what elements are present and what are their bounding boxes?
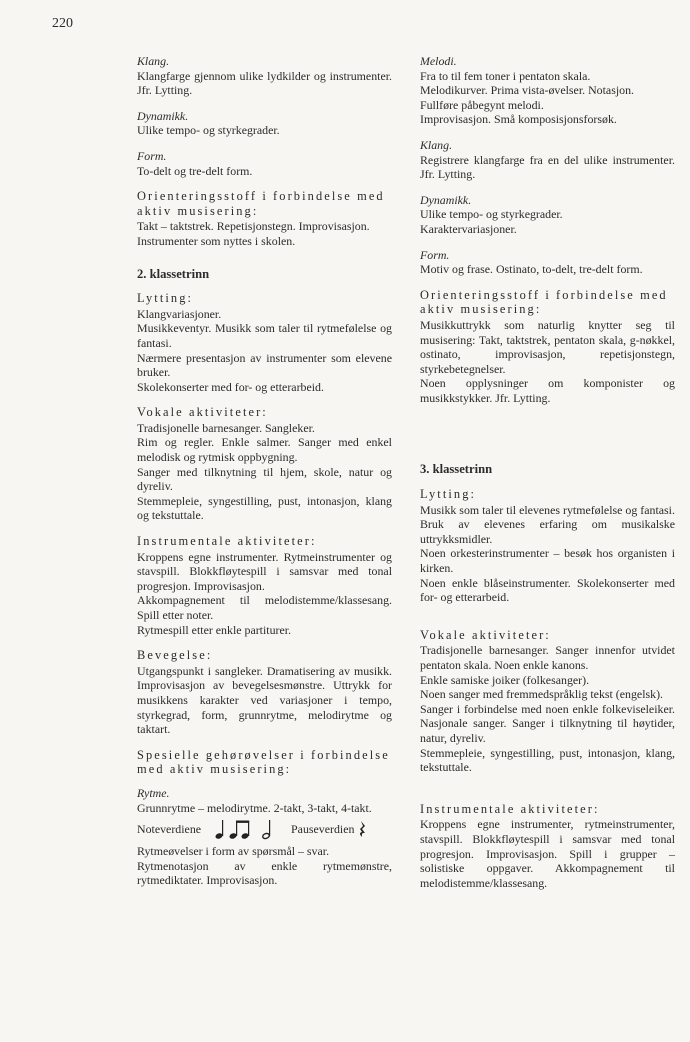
quarter-rest-icon xyxy=(358,819,367,839)
half-note-icon xyxy=(261,818,273,840)
klang-heading: Klang. xyxy=(420,137,453,152)
left-column xyxy=(137,54,392,899)
klang-text: Klangfarge gjennom ulike lydkilder og instrumenter. Jfr. Lytting. xyxy=(137,68,392,98)
list-item: Noen sanger med fremmedspråklig tekst (engelsk). xyxy=(420,687,664,702)
list-item: Musikkuttrykk som naturlig knytter seg til musisering: Takt, taktstrek, pentaton skala, g-nøkkel, ostinato, improvisasjon, repetisjonstegn, styrkebetegnelser. xyxy=(420,317,675,376)
quarter-note-icon xyxy=(215,818,225,840)
bevegelse-heading: Bevegelse: xyxy=(137,648,213,663)
right-column xyxy=(420,54,675,901)
list-item: Ulike tempo- og styrkegrader. xyxy=(420,207,563,222)
form-heading: Form. xyxy=(420,247,450,262)
list-item: Rytmenotasjon av enkle rytmemønstre, rytmediktater. Improvisasjon. xyxy=(137,858,392,888)
lytting-heading: Lytting: xyxy=(137,291,194,306)
note-values-row xyxy=(137,818,392,840)
list-item: Rytmeøvelser i form av spørsmål – svar. xyxy=(137,844,330,859)
list-item: Noen orkesterinstrumenter – besøk hos organisten i kirken. xyxy=(420,546,675,576)
list-item: Kroppens egne instrumenter. Rytmeinstrumenter og stavspill. Blokkfløytespill i samsvar med tonal progresjon. Improvisasjon. xyxy=(137,549,392,593)
list-item: Improvisasjon. Små komposisjonsforsøk. xyxy=(420,112,617,127)
list-item: Skolekonserter med for- og etterarbeid. xyxy=(137,379,324,394)
klang-text: Registrere klangfarge fra en del ulike instrumenter. Jfr. Lytting. xyxy=(420,152,675,182)
form-text: Motiv og frase. Ostinato, to-delt, tre-delt form. xyxy=(420,262,643,277)
rytme-text: Grunnrytme – melodirytme. 2-takt, 3-takt, 4-takt. xyxy=(137,800,372,815)
list-item: Tradisjonelle barnesanger. Sanger innenfor utvidet pentaton skala. Noen enkle kanons. xyxy=(420,643,675,672)
dynamikk-heading: Dynamikk. xyxy=(420,192,472,207)
vokale-heading: Vokale aktiviteter: xyxy=(137,405,268,420)
noteverdiene-label: Noteverdiene xyxy=(137,821,202,836)
list-item: Akkompagnement til melodistemme/klassesang. Spill etter noter. xyxy=(137,593,392,622)
instrumentale-heading: Instrumentale aktiviteter: xyxy=(137,534,317,549)
list-item: Stemmepleie, syngestilling, pust, intonasjon, klang og tekstuttale. xyxy=(137,493,392,523)
list-item: Sanger i forbindelse med noen enkle folkeviseleiker. Nasjonale sanger. Sanger i tilknytning til høytider, natur, dyreliv. xyxy=(420,701,675,745)
bevegelse-text: Utgangspunkt i sangleker. Dramatisering av musikk. Improvisasjon av bevegelsesmønstre. Uttrykk for musikkens karakter ved variasjoner i tempo, styrkegrad, form, grunnrytme, melodirytme og taktart. xyxy=(137,663,392,737)
list-item: Tradisjonelle barnesanger. Sangleker. xyxy=(137,420,315,435)
form-text: To-delt og tre-delt form. xyxy=(137,163,253,178)
list-item: Fra to til fem toner i pentaton skala. xyxy=(420,68,591,83)
list-item: Nærmere presentasjon av instrumenter som elevene bruker. xyxy=(137,350,392,380)
list-item: Klangvariasjoner. xyxy=(137,306,222,321)
form-heading: Form. xyxy=(137,148,167,163)
eighth-notes-icon xyxy=(229,818,251,840)
dynamikk-text: Ulike tempo- og styrkegrader. xyxy=(137,123,280,138)
orientering-heading: Orienteringsstoff i forbindelse med aktiv musisering: xyxy=(137,189,385,218)
list-item: Rytmespill etter enkle partiturer. xyxy=(137,622,292,637)
vokale-heading: Vokale aktiviteter: xyxy=(420,627,551,642)
instrumentale-heading: Instrumentale aktiviteter: xyxy=(420,801,600,816)
list-item: Fullføre påbegynt melodi. xyxy=(420,97,544,112)
list-item: Melodikurver. Prima vista-øvelser. Notasjon. xyxy=(420,83,634,98)
grade-heading: 2. klassetrinn xyxy=(137,266,210,281)
list-item: Bruk av elevenes erfaring om musikalske uttrykksmidler. xyxy=(420,517,675,546)
lytting-heading: Lytting: xyxy=(420,487,477,502)
page-number: 220 xyxy=(52,16,73,31)
instrumentale-text: Kroppens egne instrumenter, rytmeinstrumenter, stavspill. Blokkfløytespill i samsvar med tonal progresjon. Improvisasjon. Spill i grupper – solistiske oppgaver. Akkompagnement til melodistemme/klassesang. xyxy=(420,817,675,890)
melodi-heading: Melodi. xyxy=(420,54,457,68)
list-item: Musikk som taler til elevenes rytmefølelse og fantasi. xyxy=(420,502,675,517)
orientering-heading: Orienteringsstoff i forbindelse med aktiv musisering: xyxy=(420,287,668,317)
klang-heading: Klang. xyxy=(137,54,170,68)
list-item: Musikkeventyr. Musikk som taler til rytmefølelse og fantasi. xyxy=(137,321,392,350)
list-item: Enkle samiske joiker (folkesanger). xyxy=(420,672,590,687)
grade-heading: 3. klassetrinn xyxy=(420,462,493,477)
dynamikk-heading: Dynamikk. xyxy=(137,108,189,123)
list-item: Noen opplysninger om komponister og musikkstykker. Jfr. Lytting. xyxy=(420,376,675,405)
orientering-text: Instrumenter som nyttes i skolen. xyxy=(137,233,296,248)
list-item: Stemmepleie, syngestilling, pust, intonasjon, klang, tekstuttale. xyxy=(420,745,675,775)
gehor-heading: Spesielle gehørøvelser i forbindelse med aktiv musisering: xyxy=(137,747,390,777)
list-item: Karaktervariasjoner. xyxy=(420,221,517,236)
rytme-heading: Rytme. xyxy=(137,785,170,800)
list-item: Noen enkle blåseinstrumenter. Skolekonserter med for- og etterarbeid. xyxy=(420,575,675,605)
pauseverdien-label: Pauseverdien xyxy=(291,821,355,836)
list-item: Sanger med tilknytning til hjem, skole, natur og dyreliv. xyxy=(137,464,392,494)
orientering-text: Takt – taktstrek. Repetisjonstegn. Improvisasjon. xyxy=(137,219,370,234)
list-item: Rim og regler. Enkle salmer. Sanger med enkel melodisk og rytmisk oppbygning. xyxy=(137,435,392,465)
